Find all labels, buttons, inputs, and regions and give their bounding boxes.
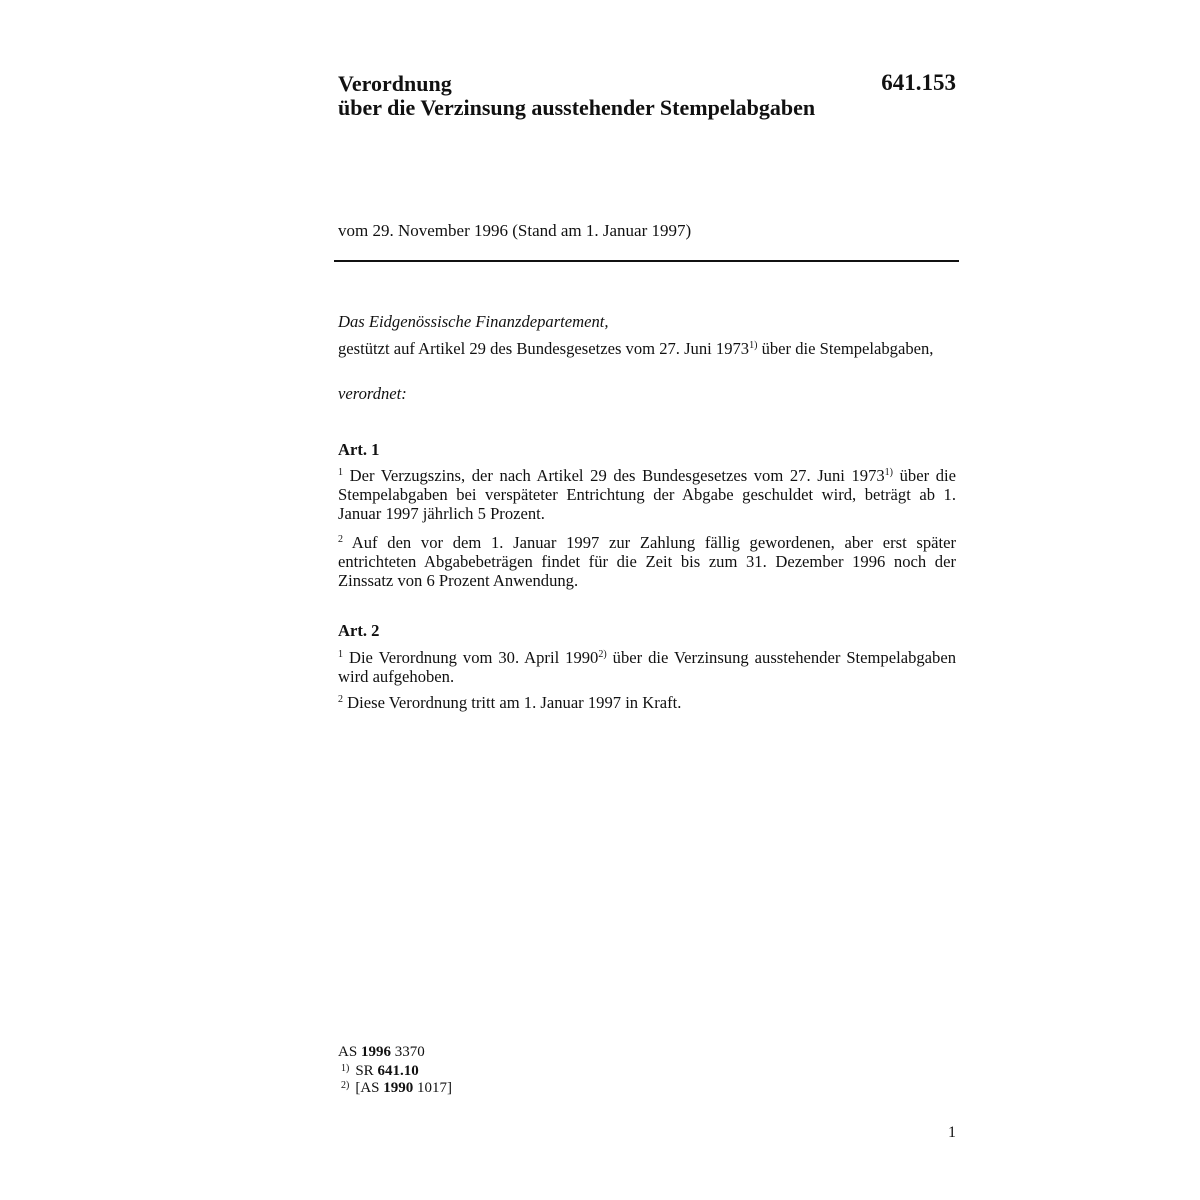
paragraph-text: Auf den vor dem 1. Januar 1997 zur Zahlung fällig gewordenen, aber erst später entrichteten Abgabebeträgen findet für die Zeit bis zum 31. Dezember 1996 noch der Zinssatz von 6 Prozent Anwendung. — [338, 533, 956, 590]
footnote-prefix: SR — [355, 1063, 378, 1079]
article-2-paragraph-2 — [338, 693, 956, 712]
article-1-paragraph-2 — [338, 533, 956, 590]
article-1-paragraph-1 — [338, 466, 956, 523]
footnote-sr-number: 641.10 — [377, 1063, 419, 1079]
title-line-2: über die Verzinsung ausstehender Stempelabgaben — [338, 95, 816, 120]
footnote-suffix: 1017] — [413, 1080, 453, 1096]
paragraph-number: 1 — [338, 467, 343, 478]
as-prefix: AS — [338, 1044, 361, 1060]
as-page: 3370 — [390, 1044, 425, 1060]
page-number: 1 — [948, 1124, 956, 1141]
preamble-verb: verordnet: — [338, 384, 407, 403]
as-reference — [338, 1044, 425, 1060]
footnote-ref-2: 2) — [598, 649, 607, 660]
paragraph-text-end: über die Verzinsung ausstehender Stempelabgaben wird aufgehoben. — [338, 648, 956, 686]
footnote-ref-1: 1) — [749, 340, 758, 351]
paragraph-number: 2 — [338, 694, 343, 705]
preamble-authority: Das Eidgenössische Finanzdepartement, — [338, 312, 609, 331]
preamble-basis-text-end: über die Stempelabgaben, — [757, 339, 934, 358]
paragraph-text: Diese Verordnung tritt am 1. Januar 1997 in Kraft. — [343, 693, 682, 712]
document-title — [338, 72, 878, 120]
paragraph-text-start: Die Verordnung vom 30. April 1990 — [343, 648, 599, 667]
header-divider — [334, 260, 959, 262]
footnote-marker: 2) — [341, 1080, 350, 1091]
footnote-1 — [341, 1063, 419, 1079]
paragraph-text-end: über die Stempelabgaben bei verspäteter Entrichtung der Abgabe geschuldet wird, beträgt ab 1. Januar 1997 jährlich 5 Prozent. — [338, 466, 956, 523]
paragraph-text-start: Der Verzugszins, der nach Artikel 29 des Bundesgesetzes vom 27. Juni 1973 — [343, 466, 885, 485]
preamble-basis — [338, 339, 956, 358]
as-year: 1996 — [360, 1044, 391, 1060]
footnote-year: 1990 — [383, 1080, 414, 1096]
footnote-prefix: [AS — [355, 1080, 384, 1096]
footnote-ref-1: 1) — [884, 467, 894, 478]
date-line: vom 29. November 1996 (Stand am 1. Januar 1997) — [338, 221, 692, 240]
footnote-marker: 1) — [341, 1063, 350, 1074]
paragraph-number: 1 — [338, 649, 343, 660]
footnote-2 — [341, 1080, 452, 1096]
title-line-1: Verordnung — [338, 71, 452, 96]
paragraph-number: 2 — [338, 534, 343, 545]
article-1-heading: Art. 1 — [338, 440, 380, 459]
sr-number: 641.153 — [881, 70, 956, 95]
article-2-paragraph-1 — [338, 648, 956, 686]
preamble-basis-text-start: gestützt auf Artikel 29 des Bundesgesetzes vom 27. Juni 1973 — [338, 339, 750, 358]
article-2-heading: Art. 2 — [338, 621, 380, 640]
